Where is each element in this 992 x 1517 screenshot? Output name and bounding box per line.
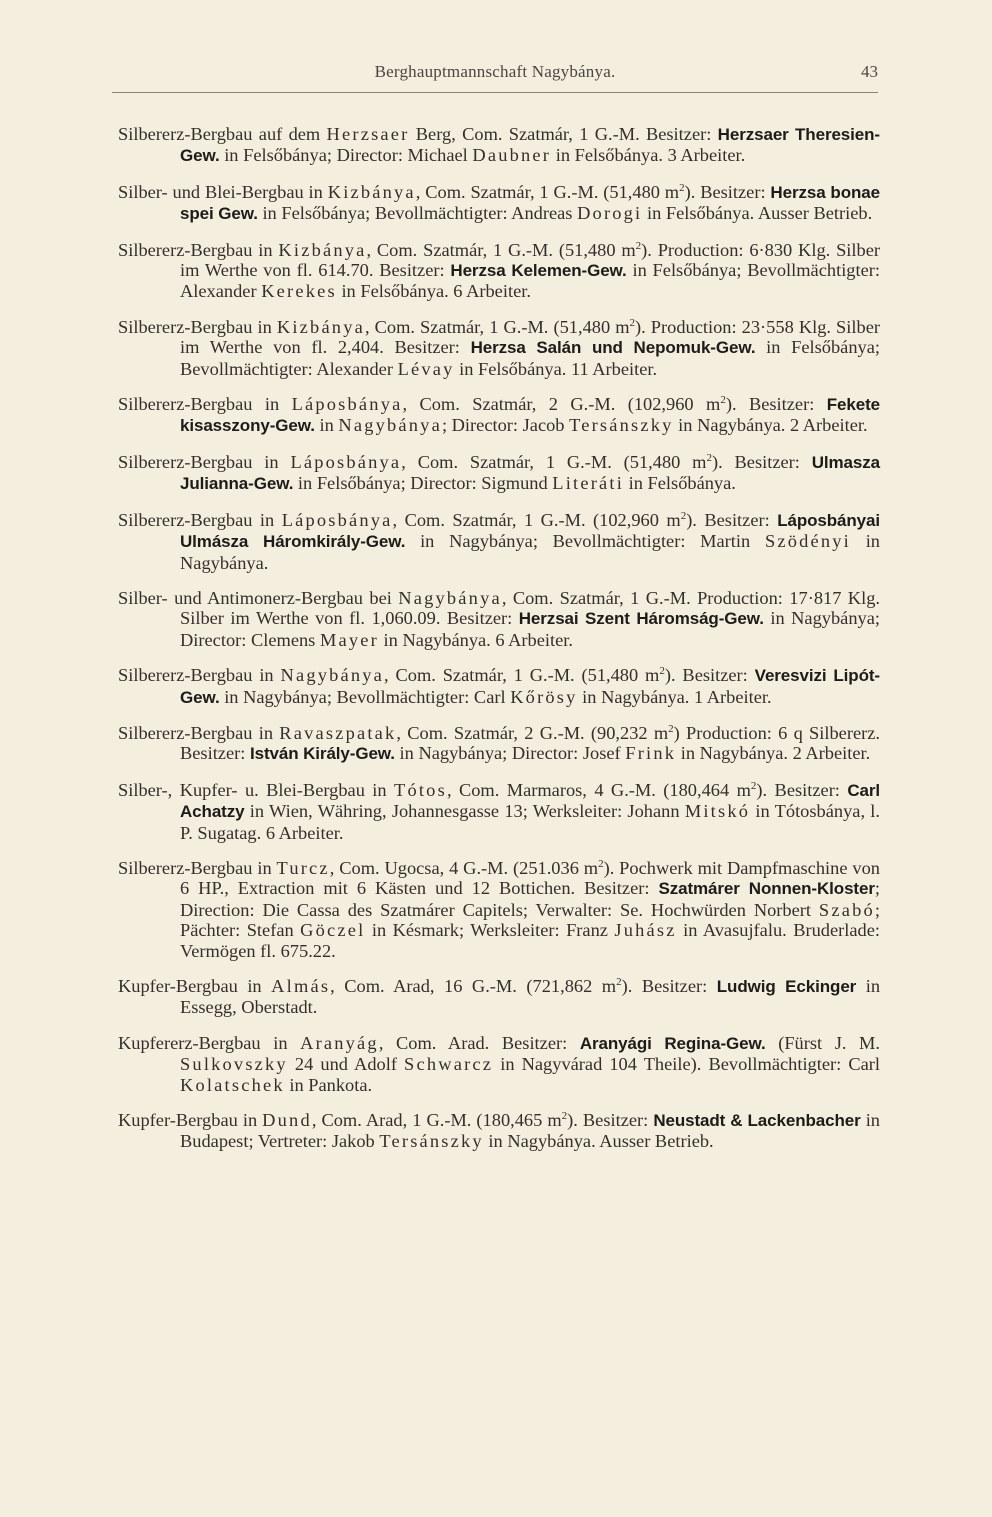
person-name: Mayer — [319, 629, 379, 650]
entry-laposbanya-3: Silbererz-Bergbau in Láposbánya, Com. Szatmár, 1 G.-M. (102,960 $m^2$). Besitzer: Láposbányai Ulmásza Háromkirály-Gew. in Nagybánya; Bevollmächtigter: Martin Szödényi in Nagybánya. — [118, 509, 881, 573]
entry-totos: Silber-, Kupfer- u. Blei-Bergbau in Tótos, Com. Marmaros, 4 G.-M. (180,464 $m^2$). Besitzer: Carl Achatzy in Wien, Währing, Johannesgasse 13; Werksleiter: Johann Mitskó in Tótosbánya, l. P. Sugatag. 6 Arbeiter. — [118, 779, 881, 843]
place-name: Turcz — [276, 857, 330, 878]
person-name: Szabó — [818, 899, 875, 920]
owner-name: István Király-Gew. — [249, 744, 395, 764]
owner-name: Neustadt & Lackenbacher — [653, 1111, 861, 1131]
place-name: Láposbánya — [291, 394, 403, 415]
person-name: Kolatschek — [180, 1074, 285, 1095]
owner-name: Ludwig Eckinger — [716, 977, 857, 996]
person-name: Schwarcz — [404, 1054, 494, 1075]
place-name: Nagybánya — [280, 665, 385, 686]
entry-turcz: Silbererz-Bergbau in Turcz, Com. Ugocsa, 4 G.-M. (251.036 $m^2$). Pochwerk mit Dampfmaschine von 6 HP., Extraction mit 6 Kästen und 12 Bottichen. Besitzer: Szatmárer Nonnen-Kloster; Direction: Die Cassa des Szatmárer Capitels; Verwalter: Se. Hochwürden Norbert Szabó; Pächter: Stefan Göczel in Késmark; Werksleiter: Franz Juhász in Avasujfalu. Bruderlade: Vermögen fl. 675.22. — [118, 857, 880, 961]
entry-laposbanya-2: Silbererz-Bergbau in Láposbánya, Com. Szatmár, 1 G.-M. (51,480 $m^2$). Besitzer: Ulmasza Julianna-Gew. in Felsőbánya; Director: Sigmund Literáti in Felsőbánya. — [118, 451, 880, 494]
person-name: Szödényi — [764, 531, 851, 552]
person-name: Kőrösy — [510, 686, 578, 707]
person-name: Lévay — [397, 358, 455, 379]
place-name: Kizbánya — [276, 316, 365, 337]
person-name: Tersánszky — [379, 1131, 484, 1152]
person-name: Juhász — [614, 920, 677, 941]
running-header — [112, 62, 878, 84]
owner-name: Herzsa Kelemen-Gew. — [450, 261, 627, 281]
owner-name: Láposbányai Ulmásza Háromkirály-Gew. — [180, 510, 881, 552]
person-name: Sulkovszky — [180, 1054, 288, 1075]
place-name: Láposbánya — [290, 451, 402, 472]
place-name: Almás — [271, 976, 331, 996]
person-name: Göczel — [300, 920, 366, 941]
person-name: Tersánszky — [569, 415, 674, 436]
person-name: Mitskó — [684, 801, 751, 822]
entry-herzsaer-berg: Silbererz-Bergbau auf dem Herzsaer Berg, Com. Szatmár, 1 G.-M. Besitzer: Herzsaer Theresien-Gew. in Felsőbánya; Director: Michael Daubner in Felsőbánya. 3 Arbeiter. — [118, 124, 880, 166]
header-title: Berghauptmannschaft Nagybánya. — [374, 62, 616, 81]
owner-name: Veresvizi Lipót-Gew. — [180, 666, 880, 707]
place-name: Kizbánya — [327, 181, 416, 202]
owner-name: Herzsa bonae spei Gew. — [180, 182, 880, 224]
person-name: Dorogi — [577, 203, 643, 224]
place-name: Dund — [262, 1110, 312, 1131]
header-rule — [112, 92, 878, 93]
person-name: Kerekes — [261, 281, 337, 302]
owner-name: Carl Achatzy — [180, 780, 881, 822]
entry-laposbanya-1: Silbererz-Bergbau in Láposbánya, Com. Szatmár, 2 G.-M. (102,960 $m^2$). Besitzer: Fekete kisasszony-Gew. in Nagybánya; Director: Jacob Tersánszky in Nagybánya. 2 Arbeiter. — [118, 393, 880, 436]
place-name: Kizbánya — [278, 239, 367, 260]
entry-nagybanya-silber: Silbererz-Bergbau in Nagybánya, Com. Szatmár, 1 G.-M. (51,480 $m^2$). Besitzer: Veresvizi Lipót-Gew. in Nagybánya; Bevollmächtigter: Carl Kőrösy in Nagybánya. 1 Arbeiter. — [118, 665, 880, 707]
entry-aranyag: Kupfererz-Bergbau in Aranyág, Com. Arad. Besitzer: Aranyági Regina-Gew. (Fürst J. M. Sulkovszky 24 und Adolf Schwarcz in Nagyvárad 104 Theile). Bevollmächtigter: Carl Kolatschek in Pankota. — [118, 1032, 880, 1095]
entry-kizbanya-1: Silber- und Blei-Bergbau in Kizbánya, Com. Szatmár, 1 G.-M. (51,480 $m^2$). Besitzer: Herzsa bonae spei Gew. in Felsőbánya; Bevollmächtigter: Andreas Dorogi in Felsőbánya. Ausser Betrieb. — [118, 181, 880, 224]
place-name: Nagybánya — [398, 587, 502, 608]
entry-nagybanya-antimon: Silber- und Antimonerz-Bergbau bei Nagybánya, Com. Szatmár, 1 G.-M. Production: 17·817 Klg. Silber im Werthe von fl. 1,060.09. Besitzer: Herzsai Szent Háromság-Gew. in Nagybánya; Director: Clemens Mayer in Nagybánya. 6 Arbeiter. — [118, 587, 880, 650]
owner-name: Ulmasza Julianna-Gew. — [180, 452, 880, 494]
entry-ravaszpatak: Silbererz-Bergbau in Ravaszpatak, Com. Szatmár, 2 G.-M. (90,232 $m^2$) Production: 6 q Silbererz. Besitzer: István Király-Gew. in Nagybánya; Director: Josef Frink in Nagybánya. 2 Arbeiter. — [118, 722, 880, 764]
entry-dund: Kupfer-Bergbau in Dund, Com. Arad, 1 G.-M. (180,465 $m^2$). Besitzer: Neustadt & Lackenbacher in Budapest; Vertreter: Jakob Tersánszky in Nagybánya. Ausser Betrieb. — [118, 1109, 881, 1152]
entry-almas: Kupfer-Bergbau in Almás, Com. Arad, 16 G.-M. (721,862 $m^2$). Besitzer: Ludwig Eckinger in Essegg, Oberstadt. — [118, 975, 881, 1018]
owner-name: Herzsaer Theresien-Gew. — [180, 125, 880, 166]
entry-kizbanya-2: Silbererz-Bergbau in Kizbánya, Com. Szatmár, 1 G.-M. (51,480 $m^2$). Production: 6·830 Klg. Silber im Werthe von fl. 614.70. Besitzer: Herzsa Kelemen-Gew. in Felsőbánya; Bevollmächtigter: Alexander Kerekes in Felsőbánya. 6 Arbeiter. — [118, 239, 881, 302]
owner-name: Herzsai Szent Háromság-Gew. — [518, 609, 764, 629]
owner-name: Herzsa Salán und Nepomuk-Gew. — [470, 338, 756, 358]
place-name: Láposbánya — [281, 509, 393, 530]
place-name: Ravaszpatak — [279, 722, 397, 743]
person-name: Daubner — [472, 145, 552, 166]
page-number: 43 — [861, 62, 878, 81]
place-name: Tótos — [394, 779, 447, 800]
person-name: Frink — [625, 743, 677, 764]
entry-kizbanya-3: Silbererz-Bergbau in Kizbánya, Com. Szatmár, 1 G.-M. (51,480 $m^2$). Production: 23·558 Klg. Silber im Werthe von fl. 2,404. Besitzer: Herzsa Salán und Nepomuk-Gew. in Felsőbánya; Bevollmächtigter: Alexander Lévay in Felsőbánya. 11 Arbeiter. — [118, 316, 880, 379]
place-name: Herzsaer — [326, 124, 410, 144]
owner-name: Szatmárer Nonnen-Kloster — [658, 879, 875, 899]
place-name: Nagybánya — [338, 415, 442, 436]
entry-list — [118, 124, 880, 1167]
person-name: Literáti — [552, 473, 625, 494]
owner-name: Aranyági Regina-Gew. — [579, 1033, 766, 1053]
place-name: Aranyág — [300, 1032, 379, 1053]
owner-name: Fekete kisasszony-Gew. — [180, 395, 880, 436]
